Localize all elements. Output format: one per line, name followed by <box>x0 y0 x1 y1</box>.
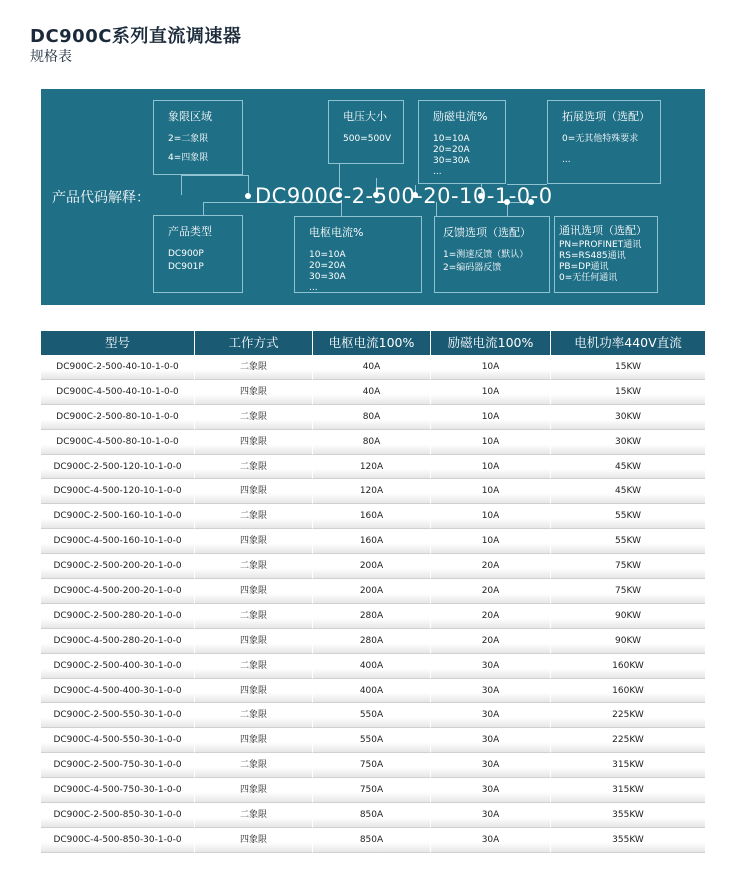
model-cell: DC900C-4-500-550-30-1-0-0 <box>41 728 195 753</box>
power-cell: 75KW <box>551 554 705 579</box>
power-cell: 15KW <box>551 380 705 405</box>
box-line: ... <box>309 283 318 293</box>
model-cell: DC900C-4-500-280-20-1-0-0 <box>41 629 195 654</box>
box-title: 通讯选项（选配） <box>559 224 647 237</box>
armature-cell: 850A <box>313 828 431 853</box>
box-line: PN=PROFINET通讯 <box>559 240 642 250</box>
table-row <box>41 703 705 728</box>
power-cell: 225KW <box>551 728 705 753</box>
mode-cell: 二象限 <box>195 753 313 778</box>
field-cell: 10A <box>431 355 551 380</box>
model-cell: DC900C-2-500-40-10-1-0-0 <box>41 355 195 380</box>
mode-cell: 二象限 <box>195 654 313 679</box>
mode-cell: 四象限 <box>195 479 313 504</box>
mode-cell: 二象限 <box>195 703 313 728</box>
field-cell: 10A <box>431 430 551 455</box>
product-type-box <box>153 215 243 293</box>
field-cell: 10A <box>431 455 551 480</box>
table-row <box>41 654 705 679</box>
connector-line <box>181 175 248 176</box>
field-cell: 20A <box>431 629 551 654</box>
field-cell: 10A <box>431 529 551 554</box>
power-cell: 160KW <box>551 654 705 679</box>
field-cell: 10A <box>431 504 551 529</box>
mode-cell: 四象限 <box>195 828 313 853</box>
power-cell: 55KW <box>551 504 705 529</box>
model-cell: DC900C-2-500-200-20-1-0-0 <box>41 554 195 579</box>
box-line: 4=四象限 <box>168 153 209 163</box>
box-line: PB=DP通讯 <box>559 262 609 272</box>
connector-line <box>203 202 204 215</box>
armature-cell: 80A <box>313 430 431 455</box>
model-cell: DC900C-4-500-160-10-1-0-0 <box>41 529 195 554</box>
power-cell: 45KW <box>551 479 705 504</box>
mode-cell: 二象限 <box>195 355 313 380</box>
model-cell: DC900C-4-500-200-20-1-0-0 <box>41 579 195 604</box>
box-line: 2=编码器反馈 <box>443 263 502 273</box>
table-row <box>41 380 705 405</box>
field-cell: 10A <box>431 405 551 430</box>
field-cell: 20A <box>431 604 551 629</box>
field-cell: 20A <box>431 579 551 604</box>
armature-cell: 120A <box>313 455 431 480</box>
field-cell: 30A <box>431 803 551 828</box>
mode-cell: 四象限 <box>195 679 313 704</box>
power-cell: 160KW <box>551 679 705 704</box>
armature-cell: 750A <box>313 753 431 778</box>
mode-cell: 二象限 <box>195 803 313 828</box>
table-row <box>41 430 705 455</box>
box-line: RS=RS485通讯 <box>559 251 626 261</box>
model-cell: DC900C-4-500-850-30-1-0-0 <box>41 828 195 853</box>
mode-cell: 四象限 <box>195 529 313 554</box>
armature-cell: 80A <box>313 405 431 430</box>
box-title: 反馈选项（选配） <box>443 226 531 239</box>
box-line: ... <box>433 167 442 177</box>
field-cell: 10A <box>431 380 551 405</box>
field-cell: 10A <box>431 479 551 504</box>
table-row <box>41 455 705 480</box>
armature-cell: 400A <box>313 679 431 704</box>
mode-cell: 二象限 <box>195 504 313 529</box>
model-cell: DC900C-2-500-850-30-1-0-0 <box>41 803 195 828</box>
power-cell: 30KW <box>551 405 705 430</box>
box-title: 电压大小 <box>343 110 387 123</box>
table-row <box>41 803 705 828</box>
box-line: DC900P <box>168 249 204 259</box>
header-cell-model: 型号 <box>41 331 195 355</box>
armature-cell: 850A <box>313 803 431 828</box>
model-cell: DC900C-4-500-400-30-1-0-0 <box>41 679 195 704</box>
power-cell: 75KW <box>551 579 705 604</box>
box-title: 电枢电流% <box>309 226 364 239</box>
feedback-box <box>434 216 550 293</box>
mode-cell: 四象限 <box>195 728 313 753</box>
table-row <box>41 629 705 654</box>
armature-cell: 40A <box>313 355 431 380</box>
header-cell-field: 励磁电流100% <box>431 331 551 355</box>
table-row <box>41 405 705 430</box>
armature-cell: 750A <box>313 778 431 803</box>
spec-table <box>41 331 705 853</box>
connector-line <box>181 175 182 195</box>
table-body <box>41 355 705 853</box>
box-line: 10=10A <box>433 134 470 144</box>
field-cell: 30A <box>431 828 551 853</box>
box-line: 0=无任何通讯 <box>559 273 618 283</box>
box-line: 30=30A <box>309 272 346 282</box>
mode-cell: 二象限 <box>195 604 313 629</box>
box-title: 产品类型 <box>168 225 212 238</box>
table-row <box>41 579 705 604</box>
connector-dot <box>245 193 251 199</box>
field-cell: 30A <box>431 728 551 753</box>
power-cell: 355KW <box>551 828 705 853</box>
page-title: DC900C系列直流调速器 <box>30 26 242 47</box>
mode-cell: 四象限 <box>195 380 313 405</box>
table-row <box>41 753 705 778</box>
field-cell: 30A <box>431 778 551 803</box>
product-code-panel <box>41 89 705 305</box>
power-cell: 315KW <box>551 753 705 778</box>
field-cell: 30A <box>431 654 551 679</box>
communication-box <box>554 216 658 293</box>
table-header <box>41 331 705 355</box>
mode-cell: 四象限 <box>195 430 313 455</box>
field-cell: 20A <box>431 554 551 579</box>
quadrant-box <box>153 100 243 175</box>
armature-cell: 120A <box>313 479 431 504</box>
power-cell: 55KW <box>551 529 705 554</box>
power-cell: 355KW <box>551 803 705 828</box>
model-cell: DC900C-4-500-120-10-1-0-0 <box>41 479 195 504</box>
box-line: DC901P <box>168 262 204 272</box>
armature-cell: 40A <box>313 380 431 405</box>
model-cell: DC900C-2-500-80-10-1-0-0 <box>41 405 195 430</box>
model-cell: DC900C-2-500-160-10-1-0-0 <box>41 504 195 529</box>
model-cell: DC900C-2-500-400-30-1-0-0 <box>41 654 195 679</box>
table-row <box>41 554 705 579</box>
mode-cell: 二象限 <box>195 405 313 430</box>
box-line: ... <box>562 155 571 165</box>
field-cell: 30A <box>431 753 551 778</box>
armature-cell: 200A <box>313 579 431 604</box>
table-row <box>41 529 705 554</box>
table-row <box>41 828 705 853</box>
armature-cell: 400A <box>313 654 431 679</box>
box-title: 拓展选项（选配） <box>562 110 650 123</box>
box-line: 20=20A <box>309 261 346 271</box>
power-cell: 90KW <box>551 604 705 629</box>
power-cell: 45KW <box>551 455 705 480</box>
box-line: 0=无其他特殊要求 <box>562 134 639 144</box>
model-cell: DC900C-2-500-750-30-1-0-0 <box>41 753 195 778</box>
power-cell: 90KW <box>551 629 705 654</box>
expansion-box <box>547 100 661 184</box>
table-row <box>41 504 705 529</box>
page-subtitle: 规格表 <box>30 49 72 65</box>
field-cell: 30A <box>431 703 551 728</box>
armature-cell: 280A <box>313 629 431 654</box>
power-cell: 30KW <box>551 430 705 455</box>
table-row <box>41 355 705 380</box>
power-cell: 225KW <box>551 703 705 728</box>
mode-cell: 二象限 <box>195 455 313 480</box>
armature-cell: 200A <box>313 554 431 579</box>
box-title: 励磁电流% <box>433 110 488 123</box>
connector-line <box>248 175 249 195</box>
model-cell: DC900C-2-500-120-10-1-0-0 <box>41 455 195 480</box>
armature-current-box <box>294 216 422 293</box>
header-cell-armature: 电枢电流100% <box>313 331 431 355</box>
product-code: DC900C-2-500-20-10-1-0-0 <box>255 184 553 208</box>
model-cell: DC900C-4-500-40-10-1-0-0 <box>41 380 195 405</box>
armature-cell: 160A <box>313 529 431 554</box>
model-cell: DC900C-2-500-550-30-1-0-0 <box>41 703 195 728</box>
field-current-box <box>418 100 506 184</box>
voltage-box <box>328 100 404 164</box>
table-row <box>41 679 705 704</box>
power-cell: 15KW <box>551 355 705 380</box>
model-cell: DC900C-4-500-750-30-1-0-0 <box>41 778 195 803</box>
header-cell-power: 电机功率440V直流 <box>551 331 705 355</box>
field-cell: 30A <box>431 679 551 704</box>
mode-cell: 四象限 <box>195 629 313 654</box>
box-line: 2=二象限 <box>168 134 209 144</box>
mode-cell: 四象限 <box>195 778 313 803</box>
armature-cell: 550A <box>313 728 431 753</box>
box-line: 1=测速反馈（默认） <box>443 250 529 260</box>
box-line: 20=20A <box>433 145 470 155</box>
box-line: 10=10A <box>309 250 346 260</box>
armature-cell: 550A <box>313 703 431 728</box>
header-cell-mode: 工作方式 <box>195 331 313 355</box>
mode-cell: 二象限 <box>195 554 313 579</box>
box-title: 象限区域 <box>168 110 212 123</box>
table-row <box>41 728 705 753</box>
power-cell: 315KW <box>551 778 705 803</box>
model-cell: DC900C-2-500-280-20-1-0-0 <box>41 604 195 629</box>
model-cell: DC900C-4-500-80-10-1-0-0 <box>41 430 195 455</box>
table-row <box>41 479 705 504</box>
armature-cell: 160A <box>313 504 431 529</box>
table-row <box>41 778 705 803</box>
code-explanation-label: 产品代码解释： <box>52 190 150 206</box>
table-row <box>41 604 705 629</box>
mode-cell: 四象限 <box>195 579 313 604</box>
armature-cell: 280A <box>313 604 431 629</box>
box-line: 500=500V <box>343 134 392 144</box>
box-line: 30=30A <box>433 156 470 166</box>
